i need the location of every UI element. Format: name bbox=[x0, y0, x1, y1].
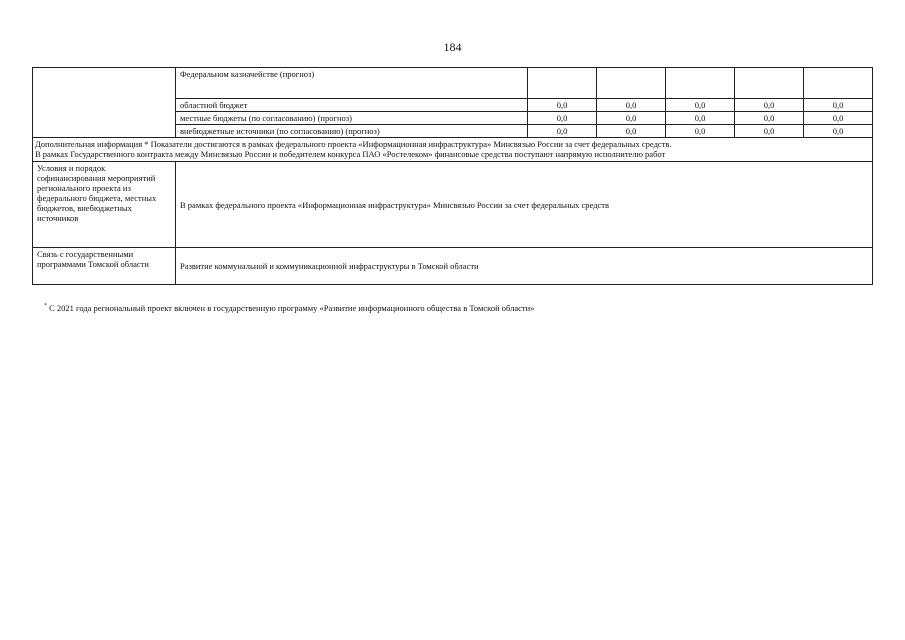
budget-value: 0,0 bbox=[597, 99, 666, 112]
budget-value bbox=[597, 68, 666, 99]
project-table bbox=[32, 67, 873, 285]
budget-value: 0,0 bbox=[735, 112, 804, 125]
page-number: 184 bbox=[443, 40, 462, 54]
budget-value bbox=[735, 68, 804, 99]
budget-value bbox=[528, 68, 597, 99]
budget-value: 0,0 bbox=[735, 125, 804, 138]
budget-value: 0,0 bbox=[666, 125, 735, 138]
cofinancing-row bbox=[33, 162, 873, 248]
budget-value: 0,0 bbox=[804, 99, 873, 112]
budget-value bbox=[666, 68, 735, 99]
state-programs-row bbox=[33, 248, 873, 285]
additional-info-cell bbox=[33, 138, 873, 162]
budget-value bbox=[804, 68, 873, 99]
budget-value: 0,0 bbox=[804, 112, 873, 125]
budget-value: 0,0 bbox=[528, 99, 597, 112]
additional-info-line: Дополнительная информация * Показатели достигаются в рамках федерального проекта «Информационная инфраструктура» Минсвязью России за счет федеральных средств. bbox=[35, 139, 672, 149]
footnote-mark: * bbox=[44, 303, 47, 310]
budget-value: 0,0 bbox=[666, 99, 735, 112]
budget-value: 0,0 bbox=[528, 125, 597, 138]
budget-value: 0,0 bbox=[528, 112, 597, 125]
budget-row-label: местные бюджеты (по согласованию) (прогноз) bbox=[176, 112, 528, 125]
budget-value: 0,0 bbox=[666, 112, 735, 125]
budget-row bbox=[33, 68, 873, 99]
budget-row-label: внебюджетные источники (по согласованию) (прогноз) bbox=[176, 125, 528, 138]
budget-value: 0,0 bbox=[735, 99, 804, 112]
budget-value: 0,0 bbox=[597, 112, 666, 125]
footnote bbox=[44, 303, 534, 313]
additional-info-row bbox=[33, 138, 873, 162]
cofinancing-label: Условия и порядок софинансирования мероприятий регионального проекта из федерального бюджета, местных бюджетов, внебюджетных источников bbox=[33, 162, 176, 248]
empty-label-cell bbox=[33, 68, 176, 138]
budget-value: 0,0 bbox=[597, 125, 666, 138]
footnote-text: С 2021 года региональный проект включен в государственную программу «Развитие информационного общества в Томской области» bbox=[47, 303, 535, 313]
budget-row-label: Федеральном казначействе (прогноз) bbox=[176, 68, 528, 99]
state-programs-label: Связь с государственными программами Томской области bbox=[33, 248, 176, 285]
state-programs-value: Развитие коммунальной и коммуникационной инфраструктуры в Томской области bbox=[176, 248, 873, 285]
budget-row-label: областной бюджет bbox=[176, 99, 528, 112]
budget-value: 0,0 bbox=[804, 125, 873, 138]
additional-info-line: В рамках Государственного контракта между Минсвязью России и победителем конкурса ПАО «Ростелеком» финансовые средства поступают напрямую исполнителю работ bbox=[35, 149, 666, 159]
cofinancing-value: В рамках федерального проекта «Информационная инфраструктура» Минсвязью России за счет федеральных средств bbox=[176, 162, 873, 248]
